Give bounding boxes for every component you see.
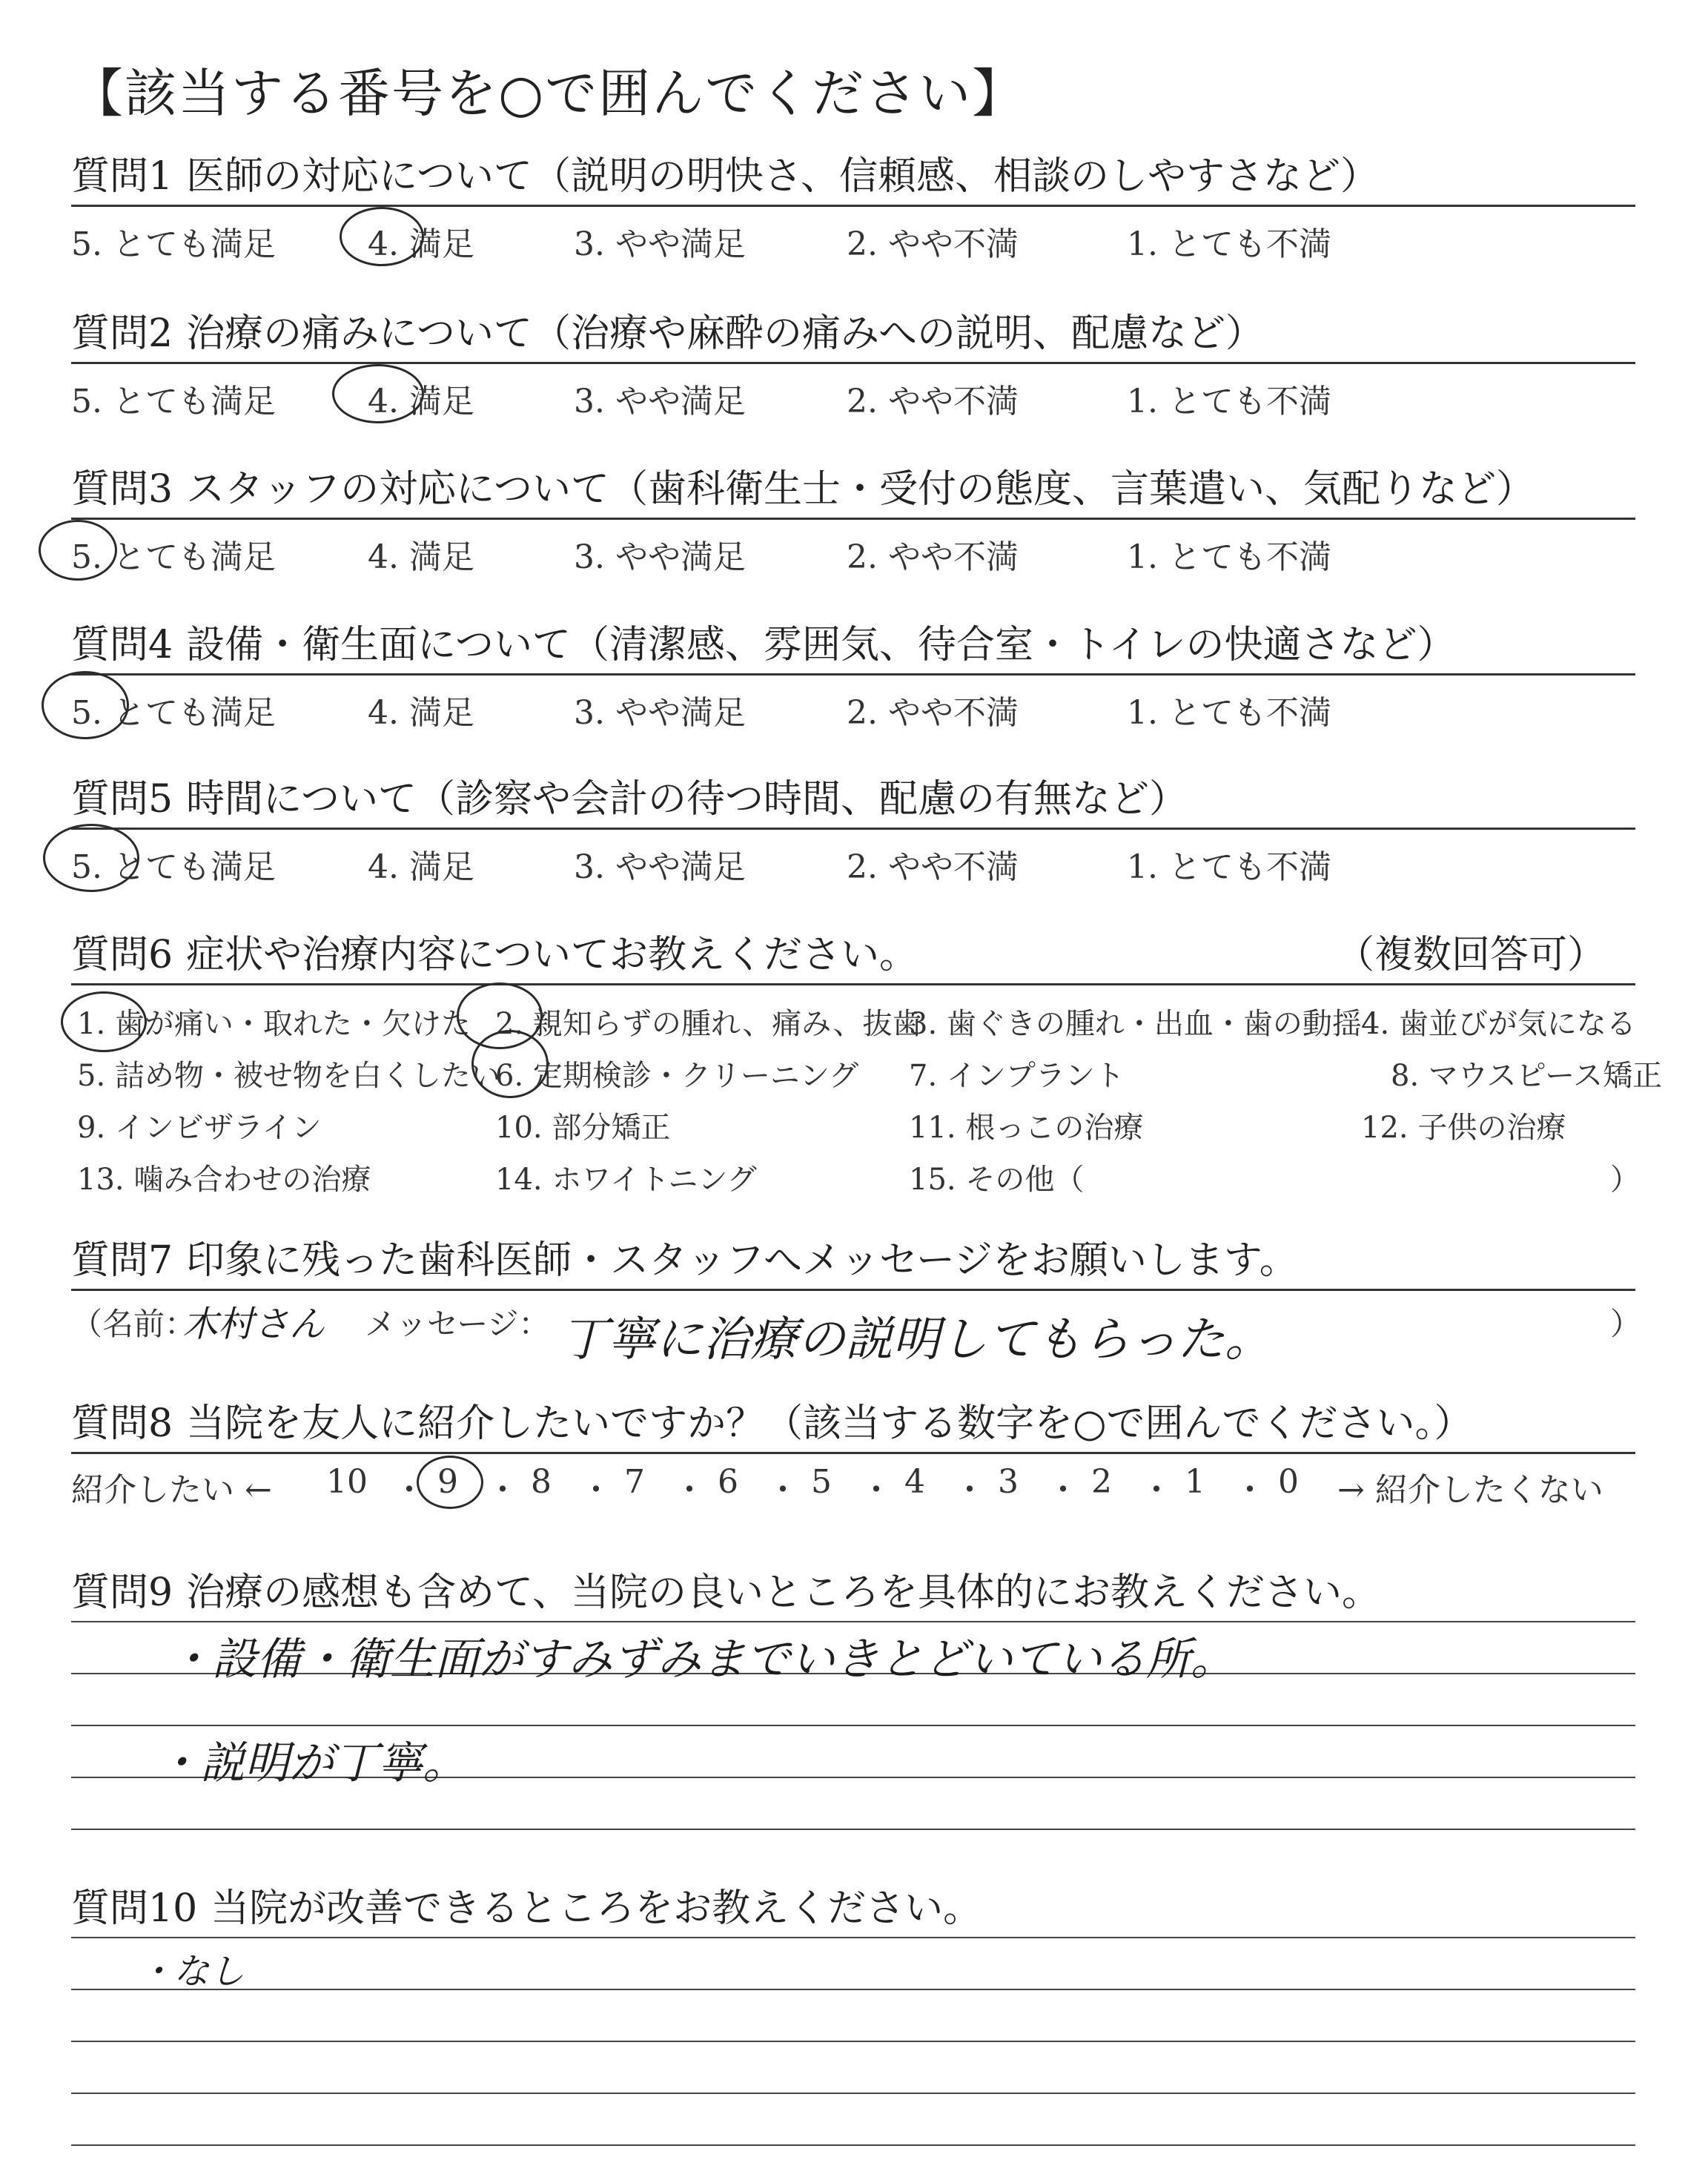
symptom-option-7[interactable]: 7. インプラント <box>909 1059 1125 1093</box>
scale-separator: ・ <box>1140 1471 1173 1509</box>
answer-line <box>71 1621 1635 1622</box>
question-text: スタッフの対応について（歯科衛生士・受付の態度、言葉遣い、気配りなど） <box>186 467 1535 512</box>
question-1 <box>71 148 1635 266</box>
scale-separator: ・ <box>860 1471 893 1509</box>
q10-handwritten-answer: ・なし <box>138 1951 245 1992</box>
rating-option-4[interactable]: 4. 満足 <box>368 848 474 886</box>
symptom-option-10[interactable]: 10. 部分矯正 <box>495 1111 671 1145</box>
scale-3[interactable]: 3 <box>998 1463 1019 1501</box>
answer-line <box>71 1725 1635 1726</box>
rating-option-2[interactable]: 2. やや不満 <box>847 848 1019 886</box>
question-text: 症状や治療内容についてお教えください。 <box>186 933 918 977</box>
name-handwritten: 木村さん <box>182 1304 325 1345</box>
rating-option-4[interactable]: 4. 満足 <box>368 225 474 263</box>
rating-option-1[interactable]: 1. とても不満 <box>1127 848 1331 886</box>
rating-option-4[interactable]: 4. 満足 <box>368 383 474 420</box>
scale-separator: ・ <box>393 1471 426 1509</box>
scale-separator: ・ <box>1047 1471 1079 1509</box>
rating-option-3[interactable]: 3. やや満足 <box>574 848 746 886</box>
symptom-option-14[interactable]: 14. ホワイトニング <box>495 1163 757 1197</box>
scale-4[interactable]: 4 <box>904 1463 925 1501</box>
rating-option-1[interactable]: 1. とても不満 <box>1127 225 1331 263</box>
answer-line <box>71 2144 1635 2146</box>
scale-separator: ・ <box>580 1471 612 1509</box>
rating-option-5[interactable]: 5. とても満足 <box>71 383 276 420</box>
question-number: 質問9 <box>71 1571 173 1615</box>
q9-handwritten-answer-2: ・説明が丁寧。 <box>156 1737 467 1789</box>
scale-separator: ・ <box>767 1471 799 1509</box>
question-text: 設備・衛生面について（清潔感、雰囲気、待合室・トイレの快適さなど） <box>186 623 1456 667</box>
scale-separator: ・ <box>1234 1471 1266 1509</box>
question-number: 質問2 <box>71 311 173 356</box>
question-number: 質問1 <box>71 154 173 199</box>
rating-option-3[interactable]: 3. やや満足 <box>574 694 746 732</box>
symptom-option-5[interactable]: 5. 詰め物・被せ物を白くしたい <box>77 1059 500 1093</box>
symptom-option-6[interactable]: 6. 定期検診・クリーニング <box>495 1059 859 1093</box>
rating-option-4[interactable]: 4. 満足 <box>368 694 474 732</box>
scale-1[interactable]: 1 <box>1185 1463 1205 1501</box>
rating-option-1[interactable]: 1. とても不満 <box>1127 694 1331 732</box>
symptom-option-3[interactable]: 3. 歯ぐきの腫れ・出血・歯の動揺 <box>909 1007 1362 1041</box>
question-3 <box>71 461 1635 579</box>
symptom-option-8[interactable]: 8. マウスピース矯正 <box>1391 1059 1663 1093</box>
rating-option-2[interactable]: 2. やや不満 <box>847 225 1019 263</box>
recommend-left-label: 紹介したい ← <box>71 1471 272 1509</box>
question-2 <box>71 305 1635 423</box>
question-number: 質問5 <box>71 777 173 822</box>
q9-handwritten-answer-1: ・設備・衛生面がすみずみまでいきとどいている所。 <box>168 1634 1235 1685</box>
symptom-option-1[interactable]: 1. 歯が痛い・取れた・欠けた <box>77 1007 471 1041</box>
rating-option-4[interactable]: 4. 満足 <box>368 538 474 576</box>
question-4 <box>71 617 1635 735</box>
scale-separator: ・ <box>673 1471 706 1509</box>
question-6 <box>71 927 1663 1208</box>
other-close-paren: ） <box>1610 1163 1640 1197</box>
scale-9[interactable]: 9 <box>437 1463 458 1501</box>
question-text: 当院が改善できるところをお教えください。 <box>211 1886 982 1931</box>
question-10 <box>71 1880 1635 1937</box>
question-text: 治療の痛みについて（治療や麻酔の痛みへの説明、配慮など） <box>186 311 1265 356</box>
question-text: 治療の感想も含めて、当院の良いところを具体的にお教えください。 <box>186 1571 1381 1615</box>
answer-line <box>71 2041 1635 2042</box>
symptom-option-2[interactable]: 2. 親知らずの腫れ、痛み、抜歯 <box>495 1007 922 1041</box>
scale-7[interactable]: 7 <box>624 1463 645 1501</box>
rating-option-3[interactable]: 3. やや満足 <box>574 383 746 420</box>
question-number: 質問4 <box>71 623 173 667</box>
scale-separator: ・ <box>953 1471 986 1509</box>
rating-option-5[interactable]: 5. とても満足 <box>71 694 276 732</box>
form-header: 【該当する番号を○で囲んでください】 <box>71 63 1026 124</box>
message-label: メッセージ： <box>365 1306 550 1342</box>
question-text: 医師の対応について（説明の明快さ、信頼感、相談のしやすさなど） <box>186 154 1379 199</box>
symptom-option-11[interactable]: 11. 根っこの治療 <box>909 1111 1144 1145</box>
question-number: 質問8 <box>71 1401 173 1446</box>
multiple-answers-note: （複数回答可） <box>1335 933 1606 977</box>
answer-line <box>71 1989 1635 1990</box>
question-number: 質問10 <box>71 1886 198 1931</box>
question-number: 質問3 <box>71 467 173 512</box>
scale-8[interactable]: 8 <box>531 1463 552 1501</box>
scale-6[interactable]: 6 <box>718 1463 738 1501</box>
rating-option-2[interactable]: 2. やや不満 <box>847 383 1019 420</box>
symptom-option-9[interactable]: 9. インビザライン <box>77 1111 322 1145</box>
rating-option-2[interactable]: 2. やや不満 <box>847 694 1019 732</box>
question-text: 印象に残った歯科医師・スタッフへメッセージをお願いします。 <box>186 1238 1298 1283</box>
question-number: 質問6 <box>71 933 173 977</box>
scale-10[interactable]: 10 <box>326 1463 368 1501</box>
answer-line <box>71 1829 1635 1830</box>
rating-option-5[interactable]: 5. とても満足 <box>71 538 276 576</box>
question-number: 質問7 <box>71 1238 173 1283</box>
rating-option-1[interactable]: 1. とても不満 <box>1127 538 1331 576</box>
answer-line <box>71 1937 1635 1938</box>
rating-option-1[interactable]: 1. とても不満 <box>1127 383 1331 420</box>
recommend-right-label: → 紹介したくない <box>1337 1471 1603 1509</box>
rating-option-5[interactable]: 5. とても満足 <box>71 848 276 886</box>
scale-0[interactable]: 0 <box>1278 1463 1299 1501</box>
question-5 <box>71 771 1635 889</box>
rating-option-2[interactable]: 2. やや不満 <box>847 538 1019 576</box>
symptom-option-4[interactable]: 4. 歯並びが気になる <box>1361 1007 1636 1041</box>
rating-option-5[interactable]: 5. とても満足 <box>71 225 276 263</box>
symptom-option-15[interactable]: 15. その他（ <box>909 1163 1085 1197</box>
rating-option-3[interactable]: 3. やや満足 <box>574 538 746 576</box>
scale-5[interactable]: 5 <box>811 1463 832 1501</box>
answer-line <box>71 2093 1635 2094</box>
symptom-option-13[interactable]: 13. 噛み合わせの治療 <box>77 1163 371 1197</box>
question-8 <box>71 1396 1635 1513</box>
question-text: 当院を友人に紹介したいですか？（該当する数字を○で囲んでください。） <box>186 1401 1473 1446</box>
scale-separator: ・ <box>486 1471 519 1509</box>
message-close-paren: ） <box>1610 1306 1642 1342</box>
question-text: 時間について（診察や会計の待つ時間、配慮の有無など） <box>186 777 1188 822</box>
name-label: （名前： <box>71 1306 196 1342</box>
scale-2[interactable]: 2 <box>1091 1463 1112 1501</box>
question-9 <box>71 1565 1635 1621</box>
message-handwritten: 丁寧に治療の説明してもらった。 <box>560 1312 1272 1367</box>
symptom-option-12[interactable]: 12. 子供の治療 <box>1361 1111 1566 1145</box>
question-7 <box>71 1232 1642 1373</box>
rating-option-3[interactable]: 3. やや満足 <box>574 225 746 263</box>
